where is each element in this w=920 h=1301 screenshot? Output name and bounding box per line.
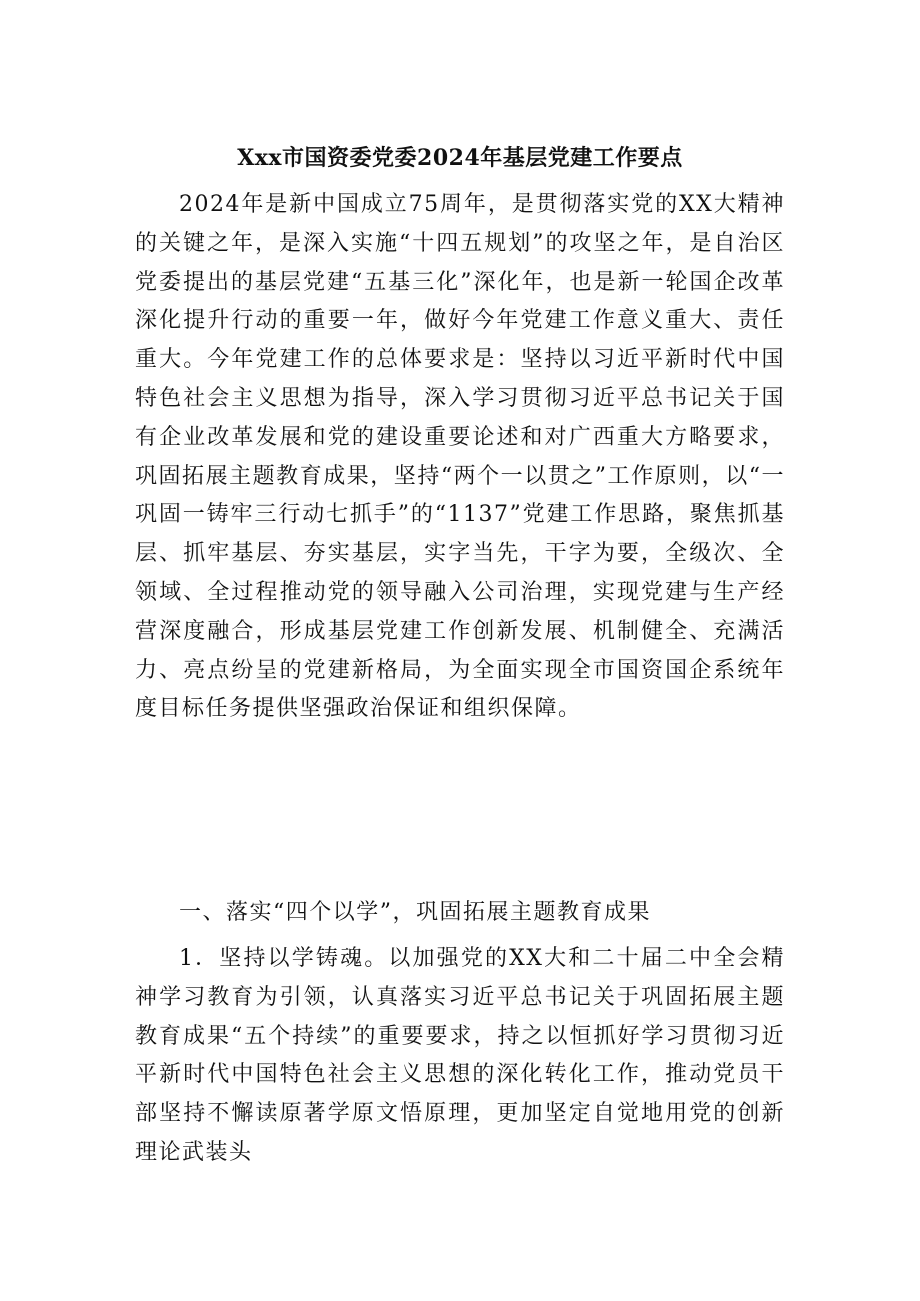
section-heading: 一、落实“四个以学”，巩固拓展主题教育成果 [179, 900, 651, 925]
document-title: Xxx市国资委党委2024年基层党建工作要点 [237, 145, 683, 171]
body-paragraph: 1．坚持以学铸魂。以加强党的XX大和二十届二中全会精神学习教育为引领，认真落实习近平总书记关于巩固拓展主题教育成果“五个持续”的重要要求，持之以恒抓好学习贯彻习近平新时代中国特色社会主义思想的深化转化工作，推动党员干部坚持不懈读原著学原文悟原理，更加坚定自觉地用党的创新理论武装头 [135, 946, 785, 1165]
intro-paragraph: 2024年是新中国成立75周年，是贯彻落实党的XX大精神的关键之年，是深入实施“十四五规划”的攻坚之年，是自治区党委提出的基层党建“五基三化”深化年，也是新一轮国企改革深化提升行动的重要一年，做好今年党建工作意义重大、责任重大。今年党建工作的总体要求是：坚持以习近平新时代中国特色社会主义思想为指导，深入学习贯彻习近平总书记关于国有企业改革发展和党的建设重要论述和对广西重大方略要求，巩固拓展主题教育成果，坚持“两个一以贯之”工作原则，以“一巩固一铸牢三行动七抓手”的“1137”党建工作思路，聚焦抓基层、抓牢基层、夯实基层，实字当先，干字为要，全级次、全领域、全过程推动党的领导融入公司治理，实现党建与生产经营深度融合，形成基层党建工作创新发展、机制健全、充满活力、亮点纷呈的党建新格局，为全面实现全市国资国企系统年度目标任务提供坚强政治保证和组织保障。 [135, 192, 785, 722]
